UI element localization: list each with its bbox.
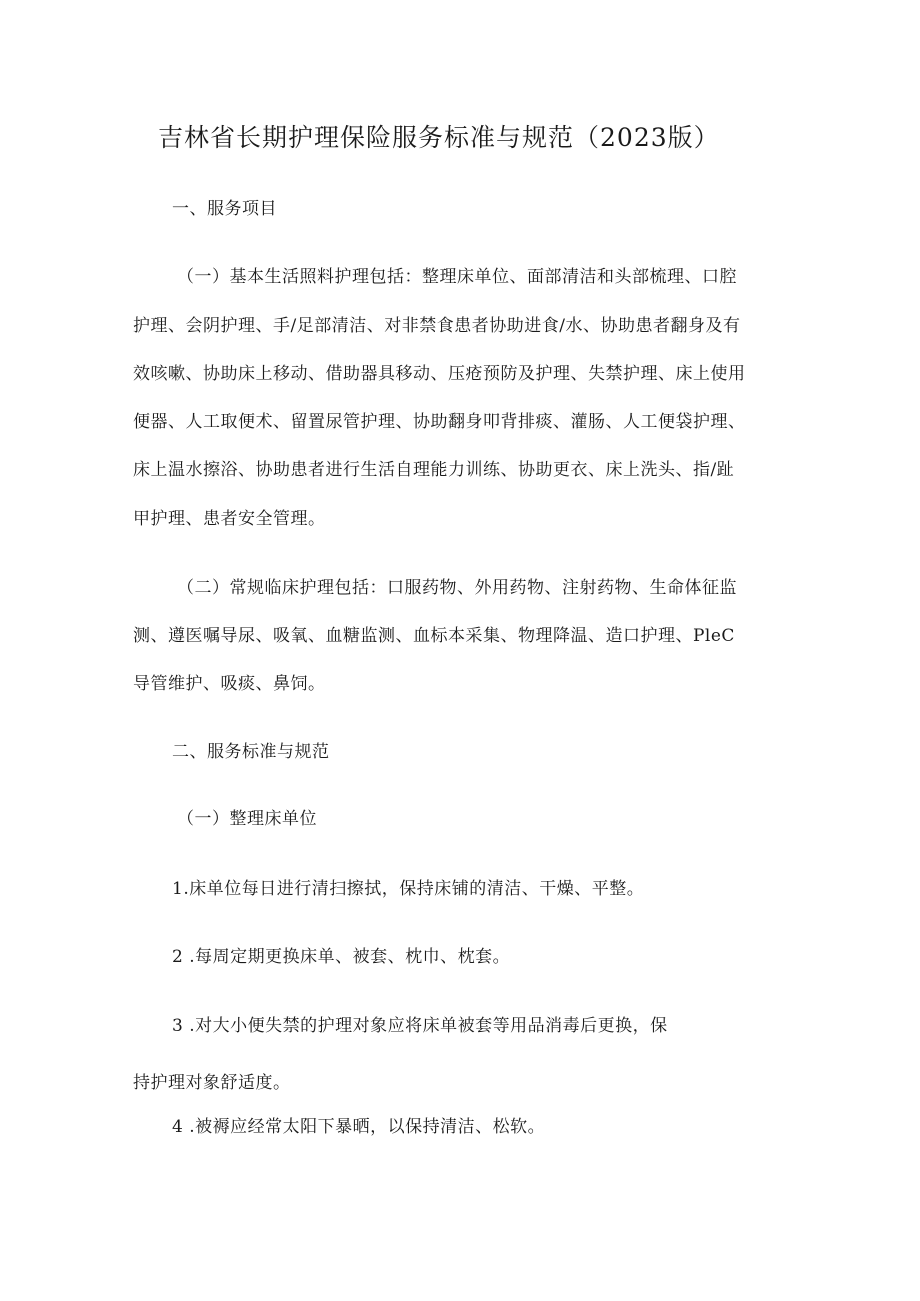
paragraph-line: 便器、人工取便术、留置尿管护理、协助翻身叩背排痰、灌肠、人工便袋护理、 (133, 412, 746, 432)
paragraph-line: 效咳嗽、协助床上移动、借助器具移动、压疮预防及护理、失禁护理、床上使用 (133, 364, 746, 384)
paragraph-line: 测、遵医嘱导尿、吸氧、血糖监测、血标本采集、物理降温、造口护理、PleC (133, 626, 735, 646)
list-item: 4 .被褥应经常太阳下暴晒，以保持清洁、松软。 (172, 1117, 546, 1137)
list-item: 2 .每周定期更换床单、被套、枕巾、枕套。 (172, 947, 511, 967)
list-item: 3 .对大小便失禁的护理对象应将床单被套等用品消毒后更换，保 (172, 1016, 668, 1036)
paragraph-line: 甲护理、患者安全管理。 (133, 509, 326, 529)
paragraph-line: 导管维护、吸痰、鼻饲。 (133, 674, 326, 694)
paragraph-line: （一）基本生活照料护理包括：整理床单位、面部清洁和头部梳理、口腔 (177, 267, 737, 287)
subsection-heading-bed-unit: （一）整理床单位 (177, 809, 317, 829)
list-item-continuation: 持护理对象舒适度。 (133, 1073, 291, 1093)
paragraph-line: 护理、会阴护理、手/足部清洁、对非禁食患者协助进食/水、协助患者翻身及有 (133, 316, 741, 336)
section-heading-standards: 二、服务标准与规范 (172, 742, 330, 762)
list-item: 1.床单位每日进行清扫擦拭，保持床铺的清洁、干燥、平整。 (172, 879, 645, 899)
paragraph-line: 床上温水擦浴、协助患者进行生活自理能力训练、协助更衣、床上洗头、指/趾 (133, 460, 735, 480)
document-title: 吉林省长期护理保险服务标准与规范（2023版） (158, 123, 720, 152)
section-heading-service-items: 一、服务项目 (172, 199, 277, 219)
paragraph-line: （二）常规临床护理包括：口服药物、外用药物、注射药物、生命体征监 (177, 578, 737, 598)
